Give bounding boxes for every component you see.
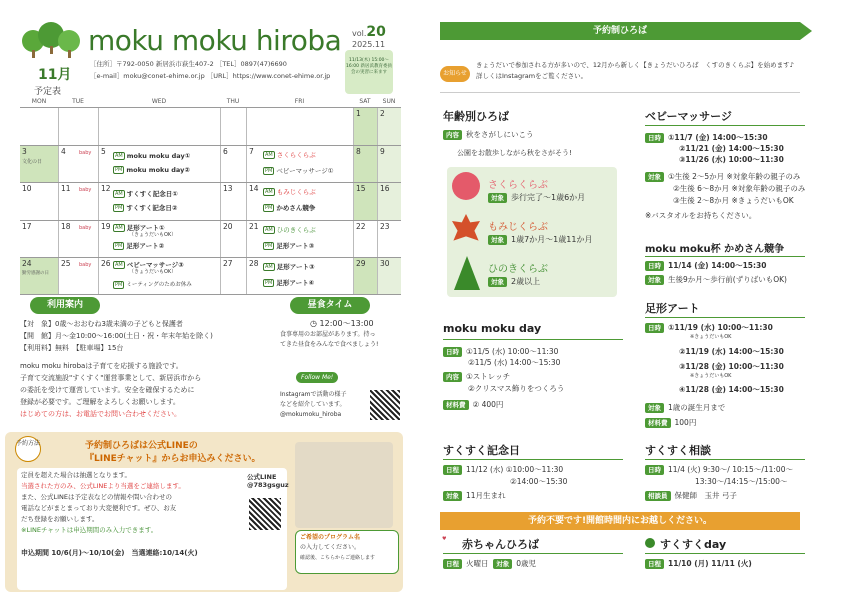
mmday-fee: 材料費 ② 400円 <box>443 399 503 410</box>
akachan-info: 日程 火曜日 対象 0歳児 <box>443 558 536 569</box>
lunch-time: ◷ 12:00〜13:00 <box>310 319 374 328</box>
notice: きょうだいで参加される方が多いので、12月から新しく【きょうだいひろば くすのきくらぶ】を始めます♪ 詳しくはInstagramをご覧ください。 <box>476 61 794 80</box>
baby-target3: ③生後 2〜8か月 ※きょうだいもOK <box>673 196 794 205</box>
mmday-date2: ②11/5 (水) 14:00〜15:30 <box>468 358 561 367</box>
sukusuku-time2: ②14:00〜15:30 <box>510 477 568 486</box>
baby-dates: 日時 ①11/7 (金) 14:00〜15:30 <box>645 132 768 143</box>
yotei-label: 予定表 <box>34 87 62 97</box>
hinoki-icon <box>454 256 480 290</box>
akachan-title: 赤ちゃんひろば <box>462 538 539 551</box>
sukusuku-target: 対象 11月生まれ <box>443 490 506 501</box>
baby-title: ベビーマッサージ <box>645 110 732 123</box>
ashi-target: 対象 1歳の誕生月まで <box>645 402 725 413</box>
calendar-header: MON TUE WED THU FRI SAT SUN <box>31 98 396 105</box>
baby-target: 対象 ①生後 2〜5か月 ※対象年齢の親子のみ <box>645 171 800 182</box>
skday-title: すくすくday <box>660 538 727 551</box>
nenrei-title: 年齢別ひろば <box>443 110 509 123</box>
baby-note: ※バスタオルをお持ちください。 <box>645 211 757 220</box>
mmday-dates: 日時 ①11/5 (水) 10:00〜11:30 <box>443 346 558 357</box>
right-header: 予約制ひろば <box>440 22 800 40</box>
baby-target2: ②生後 6〜8か月 ※対象年齢の親子のみ <box>673 184 806 193</box>
soudan-person: 相談員 保健師 玉井 弓子 <box>645 490 737 501</box>
mmday-content2: ②クリスマス飾りをつくろう <box>468 384 565 393</box>
lunch-heading: 昼食タイム <box>290 297 370 314</box>
kame-date: 日時 11/14 (金) 14:00〜15:30 <box>645 260 766 271</box>
club-name: ひのきくらぶ <box>488 264 548 275</box>
week-row: 3 文化の日 4 baby 5 AM moku moku day① PM moku moku day② 6 7 AM さくらくらぶ PM ベビーマッサージ① 8 9 <box>20 145 401 183</box>
mmday-content: 内容 ①ストレッチ <box>443 371 510 382</box>
volume: vol.20 2025.11 <box>352 24 386 49</box>
calendar <box>20 98 401 295</box>
kame-title: moku moku杯 かめさん競争 <box>645 244 785 255</box>
ashi-title: 足形アート <box>645 302 700 315</box>
follow-badge: Follow Me! <box>296 372 338 383</box>
booking-badge: 予約方法 <box>15 436 41 462</box>
nenrei-theme: 内容 秋をさがしにいこう <box>443 129 534 140</box>
month: 11月 <box>38 67 72 83</box>
page-title: moku moku hiroba <box>88 24 342 57</box>
contact-info: ［住所］〒792-0050 新居浜市萩生407-2 ［TEL］0897(47)6690 ［e-mail］moku@conet-ehime.or.jp ［URL］https://www.conet-ehime.or.jp <box>90 60 331 80</box>
sukusuku-title: すくすく記念日 <box>443 444 520 457</box>
ashi-date: ②11/19 (水) 14:00〜15:30 <box>679 347 784 356</box>
ashi-dates: 日時 ①11/19 (水) 10:00〜11:30 <box>645 322 773 333</box>
soudan-title: すくすく相談 <box>645 444 711 457</box>
ashi-note: ※きょうだいもOK <box>690 334 732 340</box>
speech-bubble: ご希望のプログラム名 の入力してください。 確認後、こちらからご連絡します <box>295 530 399 574</box>
no-reservation-bar: 予約不要です!開館時間内にお越しください。 <box>440 512 800 530</box>
soudan-time2: 13:30〜/14:15〜/15:00〜 <box>695 477 788 486</box>
week-row: 17 18 baby 19 AM 足形アート① （きょうだいもOK） PM 足形アート② 20 21 AM ひのきくらぶ PM 足形アート③ 22 23 <box>20 220 401 258</box>
insta-desc: Instagramで活動の様子 などを紹介しています。 @mokumoku_hiroba <box>280 391 347 418</box>
week-row: 24 勤労感謝の日 25 baby 26 AM ベビーマッサージ③ （きょうだいもOK） PM ミーティングのためお休み 27 28 AM 足形アート③ PM 足形アート④ 29 30 <box>20 257 401 295</box>
booking-body: 定員を超えた場合は抽選となります。 当選された方のみ、公式LINEより当選をご連絡します。 また、公式LINEは予定表などの情報や問い合わせの 電話などがまとまっており大変便利です。ぜひ、お友 だち登録をお願いします。 ※LINEチャットは申込期間のみ入力できます。 公式LINE @783gsguz <box>17 468 287 590</box>
ashi-date: ④11/28 (金) 14:00〜15:30 <box>679 385 784 394</box>
week-row: 1 2 <box>20 107 401 145</box>
line-id: 公式LINE @783gsguz <box>247 473 289 489</box>
ashi-note: ※きょうだいもOK <box>690 373 732 379</box>
baby-icon: ♥ <box>442 536 447 542</box>
club-target: 対象 1歳7か月〜1歳11か月 <box>488 234 592 245</box>
riyou-info: 【対 象】0歳〜おおむね3歳未満の子どもと保護者 【開 館】月〜金10:00〜16:00(土日・祝・年末年始を除く) 【利用料】無料 【駐車場】15台 <box>20 320 213 352</box>
soudan-date: 日時 11/4 (火) 9:30〜/ 10:15〜/11:00〜 <box>645 464 793 475</box>
sakura-icon <box>452 172 480 200</box>
booking-period: 申込期間 10/6(月)〜10/10(金) 当選連絡:10/14(火) <box>21 549 198 557</box>
sukusuku-icon <box>645 538 655 548</box>
line-qr-icon[interactable] <box>249 498 281 530</box>
description: moku moku hirobaは子育てを応援する施設です。 子育て交流施設"すくすく"運営事業として、新居浜市から の委託を受けて運営しています。安全を確保するために 登録が必要です。ご理解をよろしくお願いします。 はじめての方は、お電話でお問い合わせください。 <box>20 362 202 418</box>
riyou-heading: 利用案内 <box>30 297 100 314</box>
lunch-desc: 食事専用のお部屋があります。持っ てきた昼食をみんなで食べましょう! <box>280 331 379 348</box>
notice-stamp: 11/13(木) 15:00〜16:00 新居浜教育委員会の実習に来ます <box>345 50 393 94</box>
kame-target: 対象 生後9か月〜歩行前(ずりばいもOK) <box>645 274 787 285</box>
club-target: 対象 2歳以上 <box>488 276 540 287</box>
baby-date: ③11/26 (水) 10:00〜11:30 <box>679 155 784 164</box>
nenrei-sub: 公園をお散歩しながら秋をさがそう! <box>457 149 572 157</box>
booking-box <box>5 432 403 592</box>
mmday-title: moku moku day <box>443 322 542 335</box>
osirase-badge: お知らせ <box>440 66 470 82</box>
booking-head: 予約制ひろばは公式LINEの 『LINEチャット』からお申込みください。 <box>85 441 261 464</box>
ashi-fee: 材料費 100円 <box>645 417 696 428</box>
insta-qr-icon[interactable] <box>370 390 400 420</box>
club-name: もみじくらぶ <box>488 222 548 233</box>
club-name: さくらくらぶ <box>488 180 548 191</box>
club-target: 対象 歩行完了〜1歳6か月 <box>488 192 585 203</box>
sukusuku-date: 日程 11/12 (水) ①10:00〜11:30 <box>443 464 563 475</box>
ashi-date: ③11/28 (金) 10:00〜11:30 <box>679 362 784 371</box>
skday-dates: 日程 11/10 (月) 11/11 (火) <box>645 558 752 569</box>
baby-date: ②11/21 (金) 14:00〜15:30 <box>679 144 784 153</box>
phone-illustration-icon <box>295 442 393 528</box>
week-row: 10 11 baby 12 AM すくすく記念日① PM すくすく記念日② 13 14 AM もみじくらぶ PM かめさん競争 15 16 <box>20 182 401 220</box>
